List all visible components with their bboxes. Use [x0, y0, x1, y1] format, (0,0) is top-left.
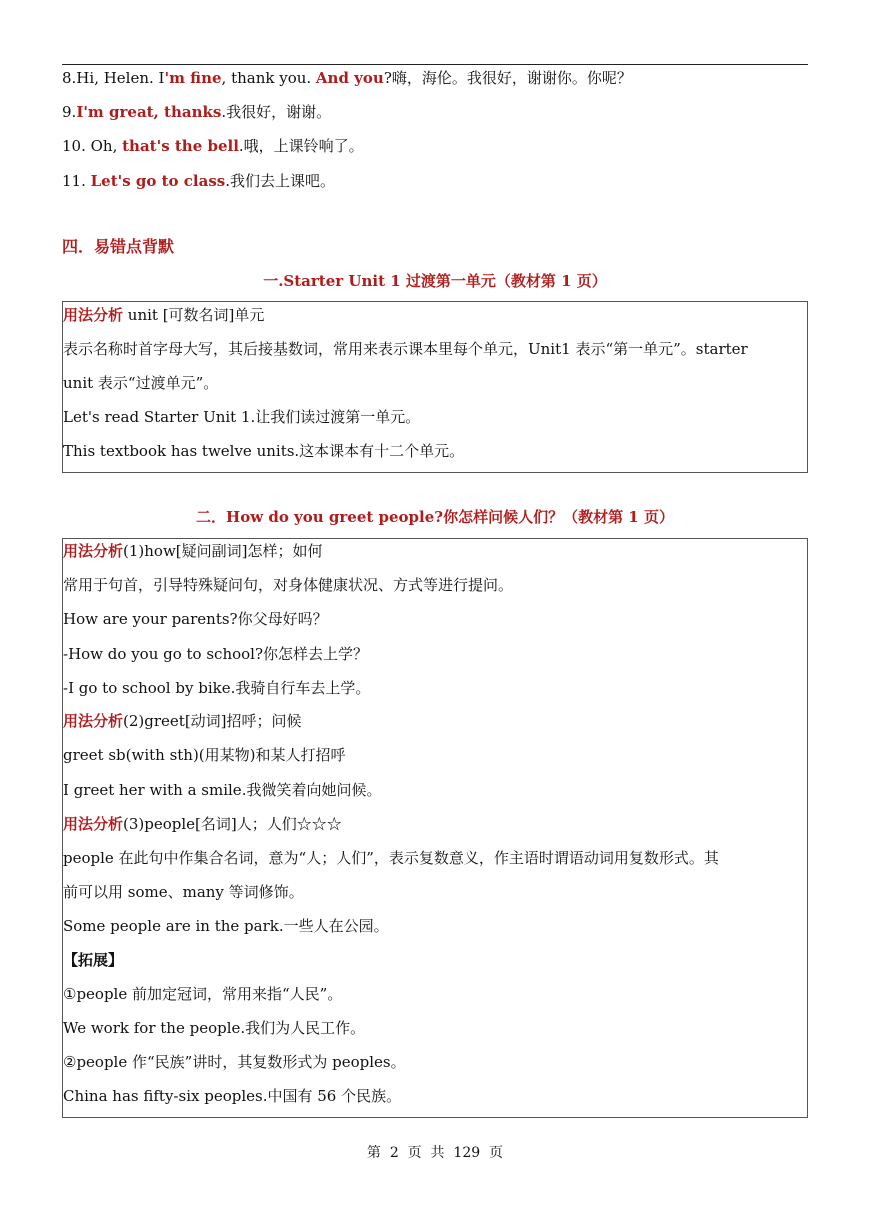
section1-title: 一.Starter Unit 1 过渡第一单元（教材第 1 页）	[263, 272, 607, 290]
example-line: China has fifty-six peoples.中国有 56 个民族。	[63, 1087, 402, 1105]
section-heading: 四．易错点背默	[62, 237, 175, 256]
highlight: Let's go to class	[90, 172, 226, 190]
text: , thank you.	[221, 69, 316, 87]
text: .我们去上课吧。	[225, 172, 335, 190]
example-line: -I go to school by bike.我骑自行车去上学。	[63, 679, 371, 697]
text: .哦，上课铃响了。	[238, 137, 364, 155]
text: (1)how[疑问副词]怎样；如何	[123, 542, 323, 560]
top-rule	[62, 64, 808, 65]
body-line: people 在此句中作集合名词，意为“人；人们”，表示复数意义，作主语时谓语动词用复数形式。其	[63, 849, 719, 867]
section2-title: 二．How do you greet people?你怎样问候人们？（教材第 1 页）	[196, 508, 674, 526]
usage-label: 用法分析	[63, 712, 124, 730]
example-line: I greet her with a smile.我微笑着向她问候。	[63, 781, 382, 799]
usage-label: 用法分析	[63, 542, 124, 560]
example-line: -How do you go to school?你怎样去上学？	[63, 645, 369, 663]
body-line: ①people 前加定冠词，常用来指“人民”。	[63, 985, 343, 1003]
body-line: 表示名称时首字母大写，其后接基数词，常用来表示课本里每个单元，Unit1 表示“第一单元”。starter	[63, 340, 748, 358]
example-line: Some people are in the park.一些人在公园。	[63, 917, 389, 935]
text: ?嗨，海伦。我很好，谢谢你。你呢？	[383, 69, 632, 87]
text: 10. Oh,	[62, 137, 123, 155]
text: (2)greet[动词]招呼；问候	[123, 712, 302, 730]
highlight: And you	[315, 69, 384, 87]
text: 8.Hi, Helen. I	[62, 69, 165, 87]
highlight: 'm fine	[164, 69, 222, 87]
page-footer: 第 2 页 共 129 页	[366, 1145, 504, 1161]
section1-box	[62, 301, 808, 473]
section2-box	[62, 538, 808, 1118]
body-line: unit 表示“过渡单元”。	[63, 374, 219, 392]
usage-line	[63, 711, 807, 731]
text: 9.	[62, 103, 77, 121]
usage-line	[63, 814, 807, 834]
expand-label: 【拓展】	[63, 951, 124, 969]
usage-label: 用法分析	[63, 815, 124, 833]
text: (3)people[名词]人；人们☆☆☆	[123, 815, 342, 833]
example-line: This textbook has twelve units.这本课本有十二个单元。	[63, 442, 465, 460]
dialogue-line-8	[62, 68, 632, 88]
body-line: 常用于句首，引导特殊疑问句，对身体健康状况、方式等进行提问。	[63, 576, 514, 594]
body-line: greet sb(with sth)(用某物)和某人打招呼	[63, 746, 346, 764]
highlight: I'm great, thanks	[76, 103, 222, 121]
example-line: Let's read Starter Unit 1.让我们读过渡第一单元。	[63, 408, 421, 426]
body-line: 前可以用 some、many 等词修饰。	[63, 883, 304, 901]
usage-line	[63, 541, 807, 561]
example-line: How are your parents?你父母好吗？	[63, 610, 328, 628]
usage-line	[63, 305, 807, 325]
body-line: ②people 作“民族”讲时，其复数形式为 peoples。	[63, 1053, 406, 1071]
text: .我很好，谢谢。	[221, 103, 332, 121]
usage-label: 用法分析	[63, 306, 124, 324]
dialogue-line-10	[62, 136, 364, 156]
dialogue-line-11	[62, 171, 335, 191]
example-line: We work for the people.我们为人民工作。	[63, 1019, 366, 1037]
highlight: that's the bell	[122, 137, 239, 155]
text: unit [可数名词]单元	[123, 306, 265, 324]
dialogue-line-9	[62, 102, 331, 122]
text: 11.	[62, 172, 91, 190]
